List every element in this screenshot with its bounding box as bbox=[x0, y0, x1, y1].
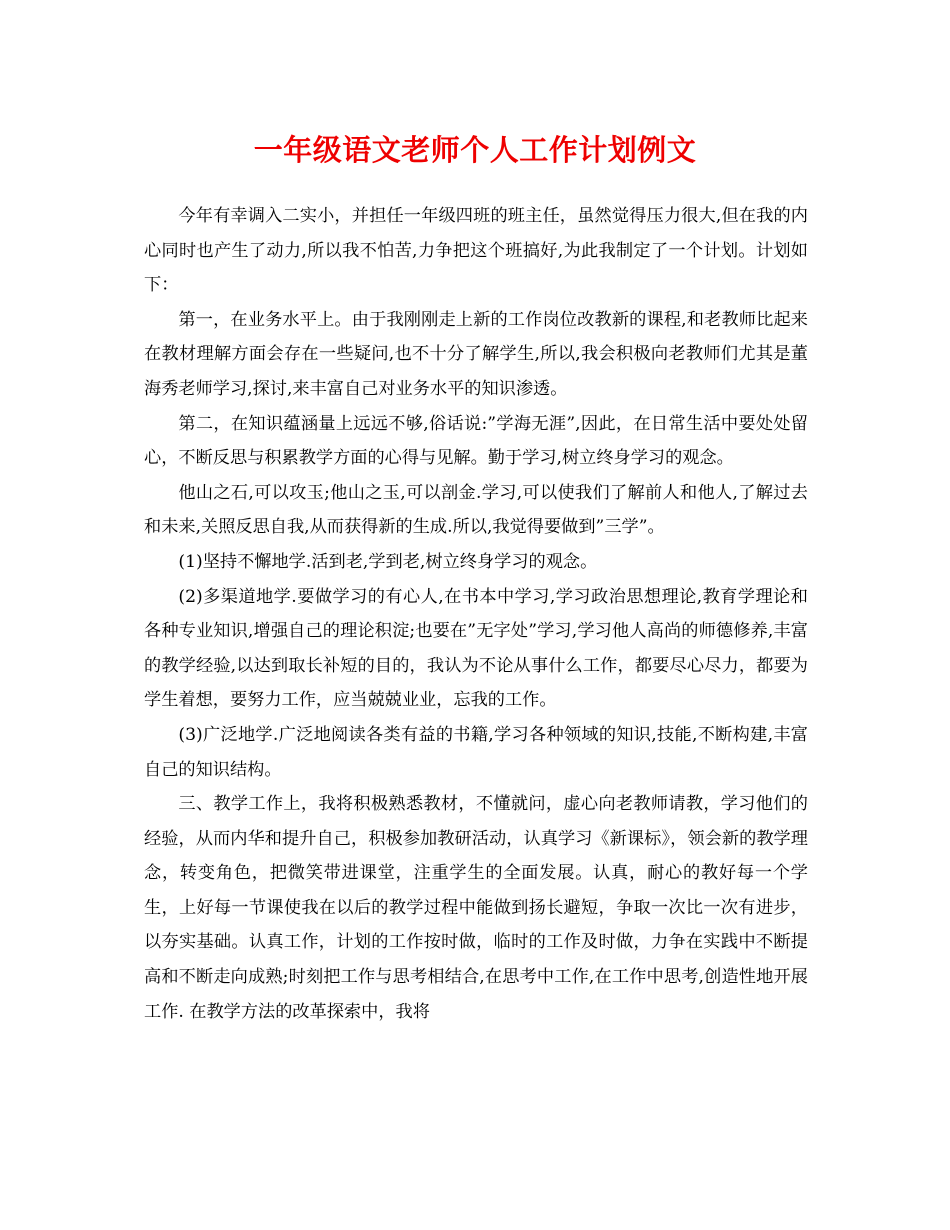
paragraph-item-3: (3)广泛地学.广泛地阅读各类有益的书籍,学习各种领域的知识,技能,不断构建,丰富自己的知识结构。 bbox=[144, 724, 808, 780]
paragraph-quote: 他山之石,可以攻玉;他山之玉,可以剖金.学习,可以使我们了解前人和他人,了解过去和未来,关照反思自我,从而获得新的生成.所以,我觉得要做到”三学”。 bbox=[144, 482, 808, 538]
paragraph-second-point: 第二，在知识蕴涵量上远远不够,俗话说:”学海无涯”,因此，在日常生活中要处处留心，不断反思与积累教学方面的心得与见解。勤于学习,树立终身学习的观念。 bbox=[144, 413, 808, 469]
paragraph-item-1: (1)坚持不懈地学.活到老,学到老,树立终身学习的观念。 bbox=[178, 551, 598, 572]
document-title: 一年级语文老师个人工作计划例文 bbox=[253, 133, 697, 167]
paragraph-first-point: 第一，在业务水平上。由于我刚刚走上新的工作岗位改教新的课程,和老教师比起来在教材理解方面会存在一些疑问,也不十分了解学生,所以,我会积极向老教师们尤其是董海秀老师学习,探讨,来丰富自己对业务水平的知识渗透。 bbox=[144, 309, 808, 399]
paragraph-intro: 今年有幸调入二实小，并担任一年级四班的班主任，虽然觉得压力很大,但在我的内心同时也产生了动力,所以我不怕苦,力争把这个班搞好,为此我制定了一个计划。计划如下： bbox=[144, 206, 808, 296]
paragraph-third-point: 三、教学工作上，我将积极熟悉教材，不懂就问，虚心向老教师请教，学习他们的经验，从而内华和提升自己，积极参加教研活动，认真学习《新课标》，领会新的教学理念，转变角色，把微笑带进课堂，注重学生的全面发展。认真，耐心的教好每一个学生，上好每一节课使我在以后的教学过程中能做到扬长避短，争取一次比一次有进步，以夯实基础。认真工作，计划的工作按时做，临时的工作及时做，力争在实践中不断提高和不断走向成熟;时刻把工作与思考相结合,在思考中工作,在工作中思考,创造性地开展工作. 在教学方法的改革探索中，我将 bbox=[144, 794, 808, 1022]
paragraph-item-2: (2)多渠道地学.要做学习的有心人,在书本中学习,学习政治思想理论,教育学理论和各种专业知识,增强自己的理论积淀;也要在”无字处”学习,学习他人高尚的师德修养,丰富的教学经验,以达到取长补短的目的，我认为不论从事什么工作，都要尽心尽力，都要为学生着想，要努力工作，应当兢兢业业，忘我的工作。 bbox=[144, 586, 808, 711]
document-body bbox=[144, 199, 808, 1029]
